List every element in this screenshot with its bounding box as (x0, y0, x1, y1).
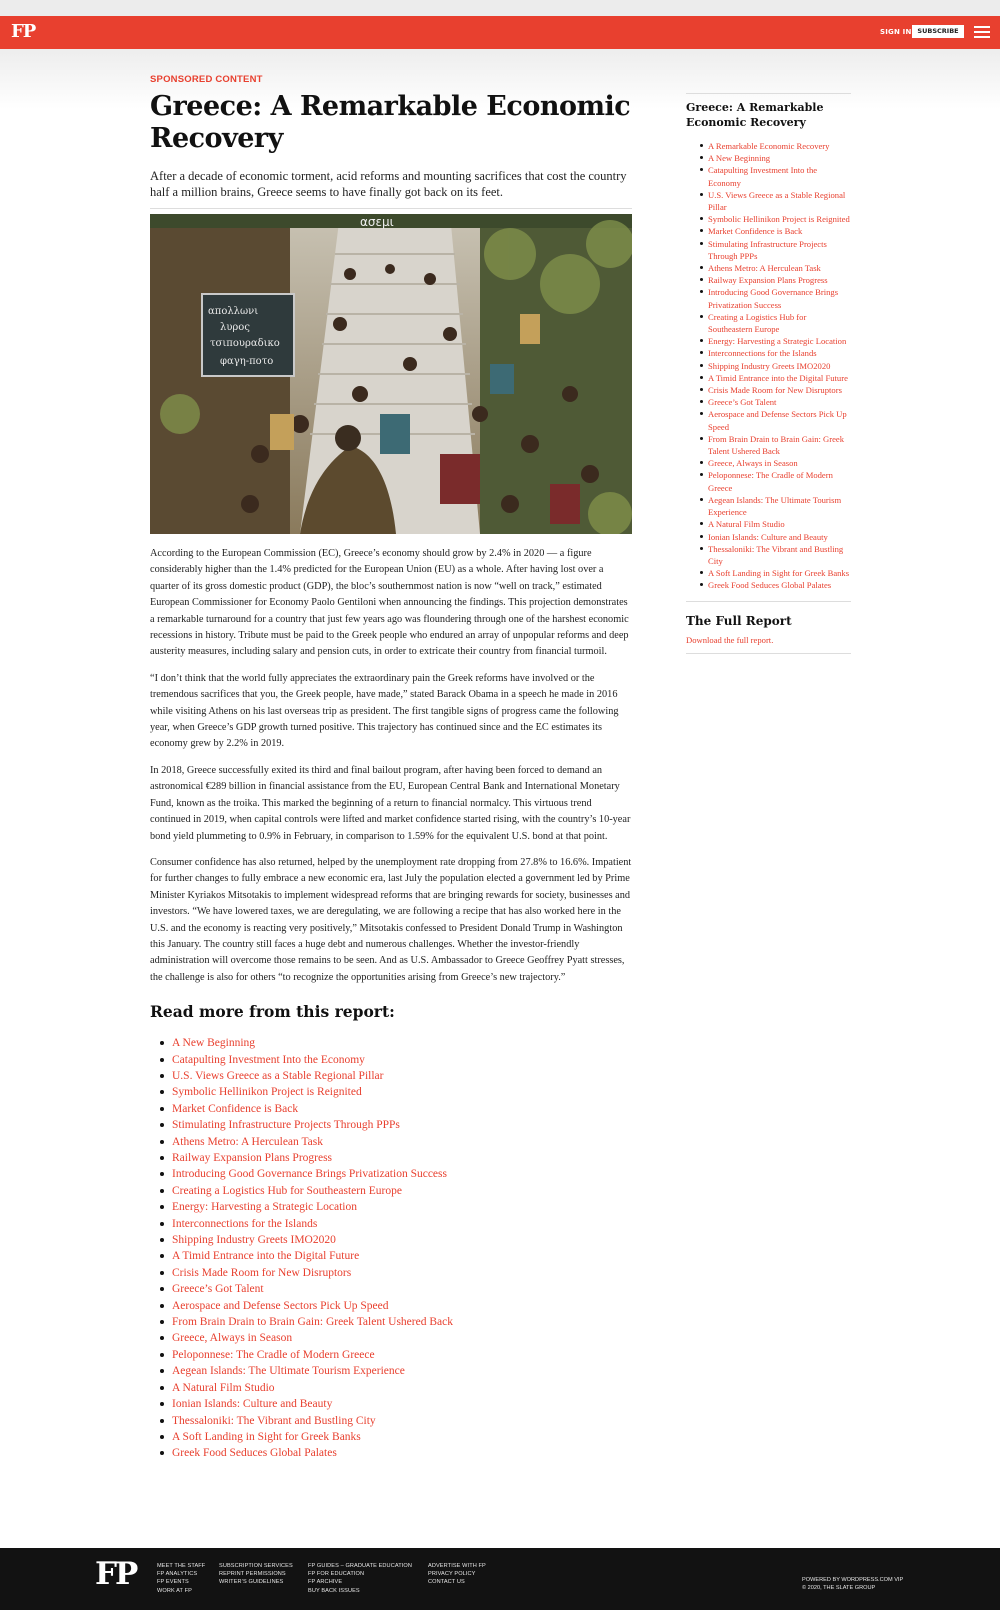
sidebar-link[interactable]: Greece’s Got Talent (700, 396, 851, 408)
svg-text:ασεμι: ασεμι (360, 215, 394, 229)
sidebar-link[interactable]: From Brain Drain to Brain Gain: Greek Talent Ushered Back (700, 433, 851, 457)
read-more-link[interactable]: A Soft Landing in Sight for Greek Banks (160, 1429, 632, 1445)
sidebar-link[interactable]: Shipping Industry Greets IMO2020 (700, 360, 851, 372)
read-more-link[interactable]: Interconnections for the Islands (160, 1216, 632, 1232)
sidebar-divider (686, 93, 851, 94)
read-more-link[interactable]: From Brain Drain to Brain Gain: Greek Talent Ushered Back (160, 1314, 632, 1330)
footer-link[interactable]: CONTACT US (428, 1579, 465, 1586)
browser-top-strip (0, 0, 1000, 16)
hamburger-menu-icon[interactable] (974, 26, 990, 38)
sponsored-kicker: SPONSORED CONTENT (150, 74, 263, 85)
footer-link[interactable]: BUY BACK ISSUES (308, 1587, 360, 1594)
article-hero-photo (150, 214, 632, 534)
article-paragraph: In 2018, Greece successfully exited its third and final bailout program, after having been forced to demand an astronomical €289 billion in financial assistance from the EU, European Central Bank and International Monetary Fund, known as the troika. This marked the beginning of a return to financial normalcy. This virtuous trend continued in 2019, when capital controls were lifted and market confidence started rising, with the country’s 10-year bond yield plummeting to 0.9% in February, in comparison to 1.59% for the equivalent U.S. bond at that point. (150, 764, 631, 842)
footer-link[interactable]: WRITER’S GUIDELINES (219, 1579, 284, 1586)
footer-column-1 (157, 1562, 205, 1595)
sidebar-link[interactable]: Interconnections for the Islands (700, 347, 851, 359)
read-more-link[interactable]: A Natural Film Studio (160, 1380, 632, 1396)
download-report-link[interactable]: Download the full report. (686, 634, 774, 645)
sidebar-link[interactable]: Creating a Logistics Hub for Southeastern Europe (700, 311, 851, 335)
sidebar-link[interactable]: Symbolic Hellinikon Project is Reignited (700, 213, 851, 225)
article-paragraph: Consumer confidence has also returned, helped by the unemployment rate dropping from 27.8% to 16.6%. Impatient for further changes to fully embrace a new economic era, last July the population elected a government led by Prime Minister Kyriakos Mitsotakis to implement widespread reforms that are bringing rewards for society, businesses and investors. “We have lowered taxes, we are deregulating, we are following a recipe that has also worked here in the U.S. and the economy is reacting very positively,” Mitsotakis confessed to President Donald Trump in Washington this January. The country still faces a huge debt and numerous challenges. Whether the investor-friendly administration will overcome those remains to be seen. And as U.S. Ambassador to Greece Geoffrey Pyatt stresses, the challenge is also for others “to recognize the opportunities arising from Greece’s new trajectory.” (150, 856, 632, 983)
svg-text:τσιπουραδικο: τσιπουραδικο (210, 338, 280, 349)
read-more-link[interactable]: Athens Metro: A Herculean Task (160, 1134, 632, 1150)
svg-text:λυρος: λυρος (220, 322, 250, 333)
sidebar-link[interactable]: Greece, Always in Season (700, 457, 851, 469)
sidebar-link[interactable]: Peloponnese: The Cradle of Modern Greece (700, 469, 851, 493)
sidebar-link[interactable]: Thessaloniki: The Vibrant and Bustling City (700, 543, 851, 567)
sidebar-link[interactable]: Market Confidence is Back (700, 225, 851, 237)
read-more-link[interactable]: Aerospace and Defense Sectors Pick Up Speed (160, 1298, 632, 1314)
read-more-link[interactable]: Railway Expansion Plans Progress (160, 1150, 632, 1166)
read-more-link[interactable]: Ionian Islands: Culture and Beauty (160, 1396, 632, 1412)
sidebar-link[interactable]: A Natural Film Studio (700, 518, 851, 530)
top-navigation-bar (0, 16, 1000, 49)
footer-fp-logo[interactable]: FP (95, 1556, 137, 1592)
read-more-list (150, 1035, 632, 1462)
read-more-link[interactable]: Crisis Made Room for New Disruptors (160, 1265, 632, 1281)
article-body (150, 546, 632, 986)
read-more-link[interactable]: Market Confidence is Back (160, 1101, 632, 1117)
read-more-link[interactable]: Greek Food Seduces Global Palates (160, 1445, 632, 1461)
read-more-link[interactable]: A Timid Entrance into the Digital Future (160, 1248, 632, 1264)
read-more-link[interactable]: U.S. Views Greece as a Stable Regional Pillar (160, 1068, 632, 1084)
sidebar-link[interactable]: Greek Food Seduces Global Palates (700, 579, 851, 591)
sidebar-link[interactable]: U.S. Views Greece as a Stable Regional Pillar (700, 189, 851, 213)
sidebar-link[interactable]: Crisis Made Room for New Disruptors (700, 384, 851, 396)
sidebar-link[interactable]: A Soft Landing in Sight for Greek Banks (700, 567, 851, 579)
sidebar-link[interactable]: A New Beginning (700, 152, 851, 164)
footer-link[interactable]: FP ARCHIVE (308, 1579, 343, 1586)
sidebar-link[interactable]: Aerospace and Defense Sectors Pick Up Speed (700, 408, 851, 432)
sidebar-link[interactable]: Athens Metro: A Herculean Task (700, 262, 851, 274)
article-main (150, 74, 632, 1462)
read-more-link[interactable]: Catapulting Investment Into the Economy (160, 1052, 632, 1068)
article-dek: After a decade of economic torment, acid reforms and mounting sacrifices that cost the country half a million brains, Greece seems to have finally got back on its feet. (150, 168, 632, 209)
article-paragraph: According to the European Commission (EC), Greece’s economy should grow by 2.4% in 2020 — a figure considerably higher than the 1.4% predicted for the European Union (EU) as a whole. After having lost over a quarter of its gross domestic product (GDP), the bloc’s southernmost nation is now “well on track,” estimated European Commissioner for Economy Paolo Gentiloni when announcing the findings. This projection demonstrates a remarkable turnaround for a country that just few years ago was floundering through one of the harshest economic recessions in history. Tribute must be paid to the Greek people who endured an array of unpopular reforms and deep austerity measures, including salary and pension cuts, in order to extricate their country from financial turmoil. (150, 548, 629, 658)
sidebar-link[interactable]: Energy: Harvesting a Strategic Location (700, 335, 851, 347)
sidebar-divider (686, 653, 851, 654)
read-more-link[interactable]: Creating a Logistics Hub for Southeastern Europe (160, 1183, 632, 1199)
read-more-link[interactable]: Shipping Industry Greets IMO2020 (160, 1232, 632, 1248)
sidebar-link[interactable]: Railway Expansion Plans Progress (700, 274, 851, 286)
read-more-link[interactable]: Thessaloniki: The Vibrant and Bustling City (160, 1413, 632, 1429)
footer-link[interactable]: FP EVENTS (157, 1579, 189, 1586)
sidebar-link[interactable]: Ionian Islands: Culture and Beauty (700, 531, 851, 543)
sidebar-link[interactable]: A Remarkable Economic Recovery (700, 140, 851, 152)
sidebar-link-list (686, 140, 851, 592)
sidebar-link[interactable]: Catapulting Investment Into the Economy (700, 164, 851, 188)
read-more-link[interactable]: Stimulating Infrastructure Projects Through PPPs (160, 1117, 632, 1133)
footer-link[interactable]: PRIVACY POLICY (428, 1571, 476, 1578)
sidebar-link[interactable]: A Timid Entrance into the Digital Future (700, 372, 851, 384)
footer-link[interactable]: ADVERTISE WITH FP (428, 1563, 486, 1569)
footer-link[interactable]: FP GUIDES – GRADUATE EDUCATION (308, 1563, 413, 1569)
sidebar-link[interactable]: Introducing Good Governance Brings Privatization Success (700, 286, 851, 310)
full-report-heading: The Full Report (686, 613, 792, 628)
read-more-link[interactable]: Greece, Always in Season (160, 1330, 632, 1346)
read-more-link[interactable]: Aegean Islands: The Ultimate Tourism Experience (160, 1363, 632, 1379)
read-more-link[interactable]: A New Beginning (160, 1035, 632, 1051)
copyright-text: © 2020, THE SLATE GROUP (802, 1585, 876, 1592)
svg-text:φαγη-ποτο: φαγη-ποτο (220, 356, 274, 367)
read-more-heading: Read more from this report: (150, 1002, 395, 1022)
footer-column-3 (308, 1562, 412, 1595)
footer-column-4 (428, 1562, 486, 1587)
sidebar-divider (686, 601, 851, 602)
footer-link[interactable]: MEET THE STAFF (157, 1563, 206, 1569)
site-footer (0, 1548, 1000, 1610)
read-more-link[interactable]: Symbolic Hellinikon Project is Reignited (160, 1084, 632, 1100)
fp-logo[interactable]: FP (11, 21, 36, 42)
street-scene-illustration (150, 214, 632, 534)
footer-link[interactable]: REPRINT PERMISSIONS (219, 1571, 286, 1578)
powered-by-text[interactable]: POWERED BY WORDPRESS.COM VIP (802, 1577, 904, 1583)
read-more-link[interactable]: Energy: Harvesting a Strategic Location (160, 1199, 632, 1215)
sidebar-link[interactable]: Stimulating Infrastructure Projects Through PPPs (700, 238, 851, 262)
article-paragraph: “I don’t think that the world fully appreciates the extraordinary pain the Greek reforms have involved or the tremendous sacrifices that you, the Greek people, have made,” stated Barack Obama in a speech he made in 2016 while visiting Athens on his last overseas trip as president. The first tangible signs of progress came the following year, when Greece’s GDP growth turned positive. This trajectory has continued since and the EC estimates its economy grew by 2.2% in 2019. (150, 672, 619, 750)
footer-legal (802, 1576, 903, 1592)
read-more-link[interactable]: Peloponnese: The Cradle of Modern Greece (160, 1347, 632, 1363)
svg-text:απολλωνι: απολλωνι (208, 306, 259, 317)
sidebar-title: Greece: A Remarkable Economic Recovery (686, 101, 824, 129)
subscribe-button[interactable]: SUBSCRIBE (912, 25, 964, 38)
footer-column-2 (219, 1562, 293, 1587)
footer-link[interactable]: WORK AT FP (157, 1587, 192, 1594)
sign-in-link[interactable]: SIGN IN (880, 28, 912, 36)
footer-link[interactable]: FP FOR EDUCATION (308, 1571, 365, 1578)
sidebar-link[interactable]: Aegean Islands: The Ultimate Tourism Experience (700, 494, 851, 518)
report-sidebar (686, 93, 851, 654)
footer-link[interactable]: SUBSCRIPTION SERVICES (219, 1563, 293, 1569)
article-title: Greece: A Remarkable Economic Recovery (150, 91, 631, 154)
read-more-link[interactable]: Introducing Good Governance Brings Privatization Success (160, 1166, 632, 1182)
read-more-link[interactable]: Greece’s Got Talent (160, 1281, 632, 1297)
footer-link[interactable]: FP ANALYTICS (157, 1571, 198, 1578)
